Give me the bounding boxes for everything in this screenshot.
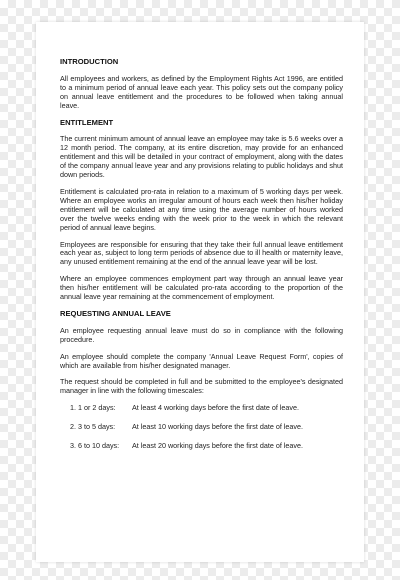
timescale-item <box>70 423 343 432</box>
timescale-period: 3. 6 to 10 days: <box>70 441 120 451</box>
paragraph: Employees are responsible for ensuring that they take their full annual leave entitlement each year as, subject to long term periods of absence due to ill health or maternity leave, any unused entitlement remaining at the end of the annual leave year will be lost. <box>60 239 343 267</box>
document-body <box>60 58 343 461</box>
timescale-period: 1. 1 or 2 days: <box>70 403 116 413</box>
timescale-list <box>60 404 343 451</box>
section-requesting-annual-leave <box>60 310 343 396</box>
timescale-item <box>70 442 343 451</box>
section-introduction <box>60 58 343 111</box>
section-heading: ENTITLEMENT <box>60 117 114 127</box>
section-entitlement <box>60 119 343 302</box>
timescale-item <box>70 404 343 413</box>
paragraph: An employee requesting annual leave must do so in compliance with the following procedure. <box>60 325 343 344</box>
paragraph: All employees and workers, as defined by the Employment Rights Act 1996, are entitled to a minimum period of annual leave each year. This policy sets out the company policy on annual leave entitlement and the procedures to be followed when taking annual leave. <box>60 73 343 110</box>
timescale-notice: At least 10 working days before the first date of leave. <box>132 422 303 432</box>
timescale-notice: At least 4 working days before the first date of leave. <box>132 403 300 413</box>
timescale-notice: At least 20 working days before the first date of leave. <box>132 441 303 451</box>
section-heading: INTRODUCTION <box>60 57 119 66</box>
paragraph: The current minimum amount of annual leave an employee may take is 5.6 weeks over a 12 month period. The company, at its entire discretion, may provide for an enhanced entitlement and this will be detailed in your contract of employment, along with the dates of the company annual leave year and any provisions relating to public holidays and shut down periods. <box>60 134 343 180</box>
paragraph: Entitlement is calculated pro-rata in relation to a maximum of 5 working days per week. Where an employee works an irregular amount of hours each week then his/her holiday entitlement will be calculated at any time using the average number of hours worked over the twelve weeks ending with the week prior to the week in which the relevant period of annual leave begins. <box>60 186 343 232</box>
timescale-period: 2. 3 to 5 days: <box>70 422 116 432</box>
document-page <box>36 22 364 562</box>
paragraph: Where an employee commences employment part way through an annual leave year then his/her entitlement will be calculated pro-rata according to the proportion of the annual leave year remaining at the commencement of employment. <box>60 274 343 302</box>
paragraph: The request should be completed in full and be submitted to the employee's designated manager in line with the following timescales: <box>60 377 343 396</box>
paragraph: An employee should complete the company 'Annual Leave Request Form', copies of which are available from his/her designated manager. <box>60 351 343 370</box>
section-heading: REQUESTING ANNUAL LEAVE <box>60 308 171 318</box>
